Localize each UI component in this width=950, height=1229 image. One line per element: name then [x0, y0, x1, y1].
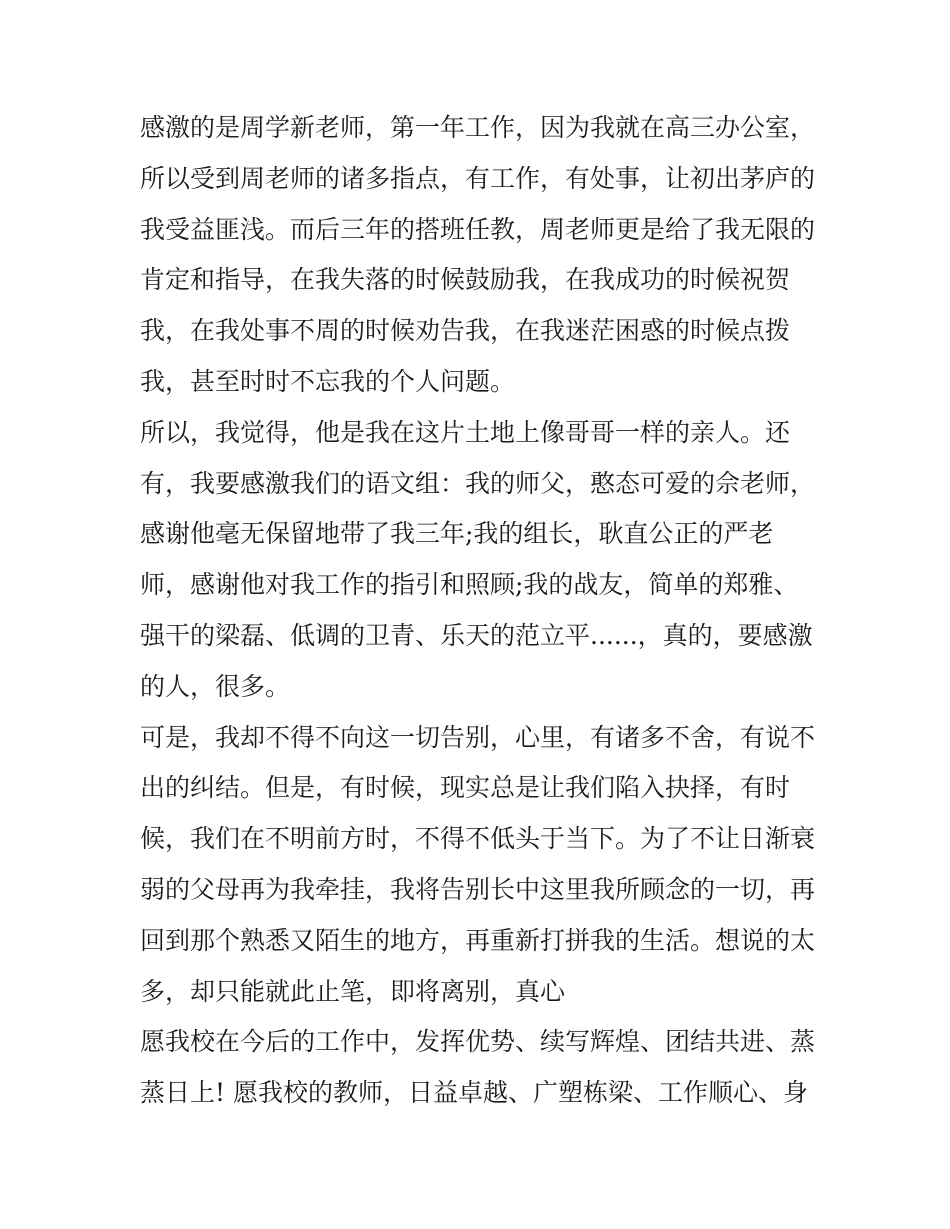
text-line: 有，我要感激我们的语文组：我的师父，憨态可爱的佘老师，	[140, 468, 816, 498]
text-line: 多，却只能就此止笔，即将离别，真心	[140, 976, 566, 1006]
text-line: 愿我校在今后的工作中，发挥优势、续写辉煌、团结共进、蒸	[140, 1027, 816, 1057]
text-line: 感谢他毫无保留地带了我三年;我的组长，耿直公正的严老	[140, 519, 774, 549]
text-line: 感激的是周学新老师，第一年工作，因为我就在高三办公室，	[140, 113, 816, 142]
text-line: 我受益匪浅。而后三年的搭班任教，周老师更是给了我无限的	[140, 214, 816, 244]
text-line: 候，我们在不明前方时，不得不低头于当下。为了不让日渐衰	[140, 824, 816, 854]
text-line: 强干的梁磊、低调的卫青、乐天的范立平......，真的，要感激	[140, 620, 813, 650]
document-body	[140, 103, 830, 1119]
text-line: 我，在我处事不周的时候劝告我，在我迷茫困惑的时候点拨	[140, 316, 791, 346]
text-line: 回到那个熟悉又陌生的地方，再重新打拼我的生活。想说的太	[140, 925, 816, 955]
text-line: 所以，我觉得，他是我在这片土地上像哥哥一样的亲人。还	[140, 417, 791, 447]
text-line: 师，感谢他对我工作的指引和照顾;我的战友，简单的郑雅、	[140, 570, 799, 600]
text-line: 所以受到周老师的诸多指点，有工作，有处事，让初出茅庐的	[140, 163, 816, 193]
text-line: 可是，我却不得不向这一切告别，心里，有诸多不舍，有说不	[140, 722, 816, 752]
text-line: 的人，很多。	[140, 671, 291, 701]
text-line: 蒸日上! 愿我校的教师，日益卓越、广塑栋梁、工作顺心、身	[140, 1078, 808, 1108]
text-line: 出的纠结。但是，有时候，现实总是让我们陷入抉择，有时	[140, 773, 791, 803]
text-line: 我，甚至时时不忘我的个人问题。	[140, 366, 516, 396]
text-line: 弱的父母再为我牵挂，我将告别长中这里我所顾念的一切，再	[140, 874, 816, 904]
text-line: 肯定和指导，在我失落的时候鼓励我，在我成功的时候祝贺	[140, 265, 791, 295]
